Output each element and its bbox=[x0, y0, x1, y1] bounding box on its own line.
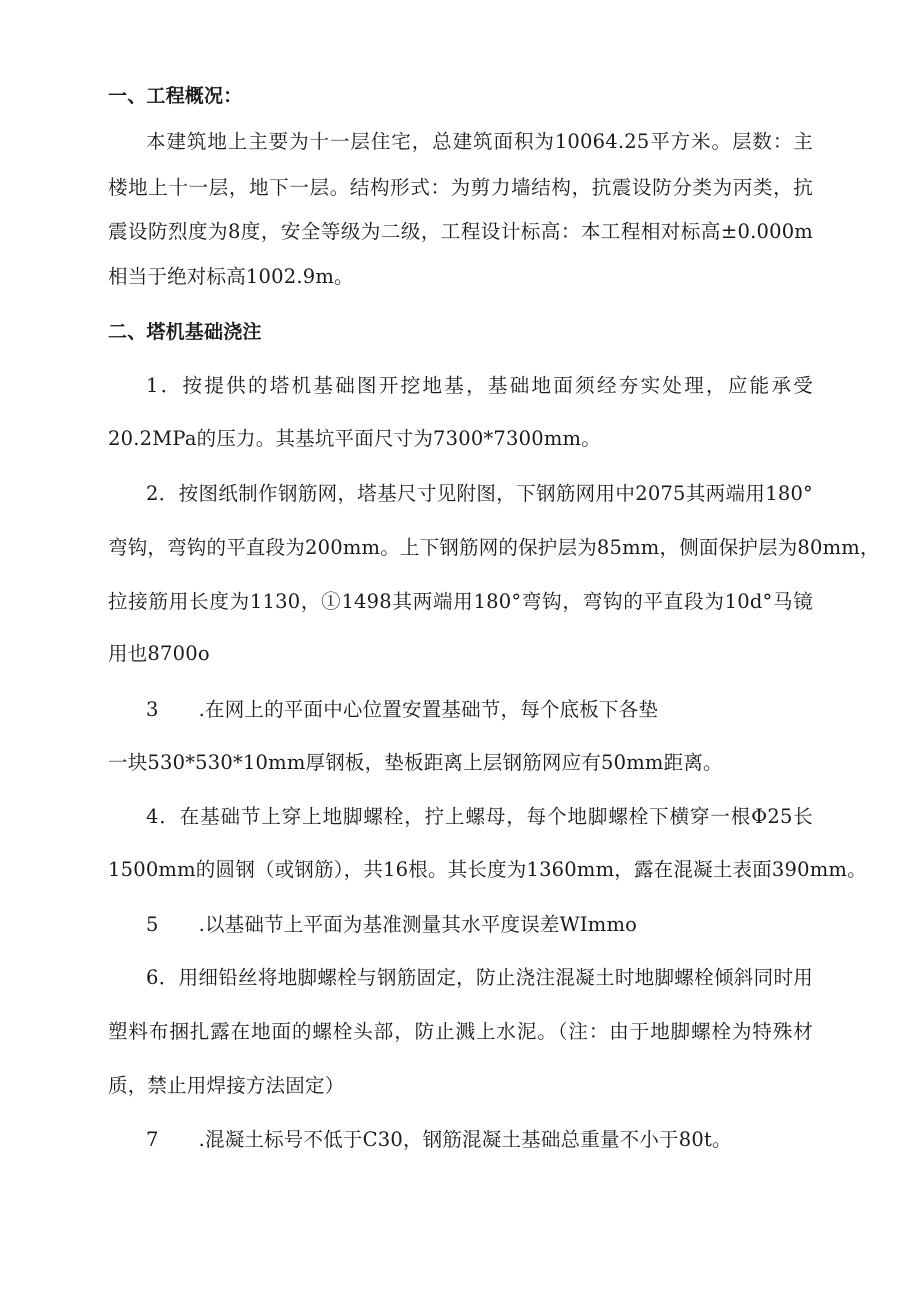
list-item-number: 5 bbox=[146, 913, 159, 936]
list-item-line: 弯钩，弯钩的平直段为200mm。上下钢筋网的保护层为85mm，侧面保护层为80mm， bbox=[108, 536, 880, 559]
paragraph-line: 本建筑地上主要为十一层住宅，总建筑面积为10064.25平方米。层数：主 bbox=[146, 130, 813, 153]
list-item-line: 20.2MPa的压力。其基坑平面尺寸为7300*7300mm。 bbox=[108, 427, 601, 450]
section-heading-overview: 一、工程概况： bbox=[108, 85, 243, 107]
list-item-line: 2．按图纸制作钢筋网，塔基尺寸见附图，下钢筋网用中2075其两端用180° bbox=[146, 482, 813, 505]
list-item-line bbox=[146, 913, 637, 937]
list-item-text: .在网上的平面中心位置安置基础节，每个底板下各垫 bbox=[198, 698, 659, 721]
list-item-line: 4．在基础节上穿上地脚螺栓，拧上螺母，每个地脚螺栓下横穿一根Φ25长 bbox=[146, 805, 813, 828]
section-heading-foundation: 二、塔机基础浇注 bbox=[108, 321, 262, 343]
paragraph-line: 相当于绝对标高1002.9m。 bbox=[108, 265, 354, 288]
list-item-line bbox=[146, 698, 658, 722]
list-item-number: 7 bbox=[146, 1128, 159, 1151]
list-item-text: .以基础节上平面为基准测量其水平度误差WImmo bbox=[198, 913, 638, 936]
paragraph-line: 震设防烈度为8度，安全等级为二级，工程设计标高：本工程相对标高±0.000m bbox=[108, 220, 813, 243]
list-item-line: 1．按提供的塔机基础图开挖地基，基础地面须经夯实处理，应能承受 bbox=[146, 374, 813, 397]
list-item-line: 6．用细铅丝将地脚螺栓与钢筋固定，防止浇注混凝土时地脚螺栓倾斜同时用 bbox=[146, 966, 813, 989]
paragraph-line: 楼地上十一层，地下一层。结构形式：为剪力墙结构，抗震设防分类为丙类，抗 bbox=[108, 176, 813, 199]
list-item-text: .混凝土标号不低于C30，钢筋混凝土基础总重量不小于80t。 bbox=[198, 1128, 732, 1151]
list-item-line: 拉接筋用长度为1130，①1498其两端用180°弯钩，弯钩的平直段为10d°马镜 bbox=[108, 590, 813, 613]
list-item-number: 3 bbox=[146, 698, 159, 721]
list-item-line: 1500mm的圆钢（或钢筋），共16根。其长度为1360mm，露在混凝土表面390mm。 bbox=[108, 858, 867, 881]
list-item-line: 质，禁止用焊接方法固定） bbox=[108, 1074, 345, 1097]
list-item-line: 用也8700o bbox=[108, 642, 210, 665]
list-item-line: 塑料布捆扎露在地面的螺栓头部，防止溅上水泥。（注：由于地脚螺栓为特殊材 bbox=[108, 1020, 813, 1043]
list-item-line bbox=[146, 1128, 732, 1152]
list-item-line: 一块530*530*10mm厚钢板，垫板距离上层钢筋网应有50mm距离。 bbox=[108, 751, 723, 774]
